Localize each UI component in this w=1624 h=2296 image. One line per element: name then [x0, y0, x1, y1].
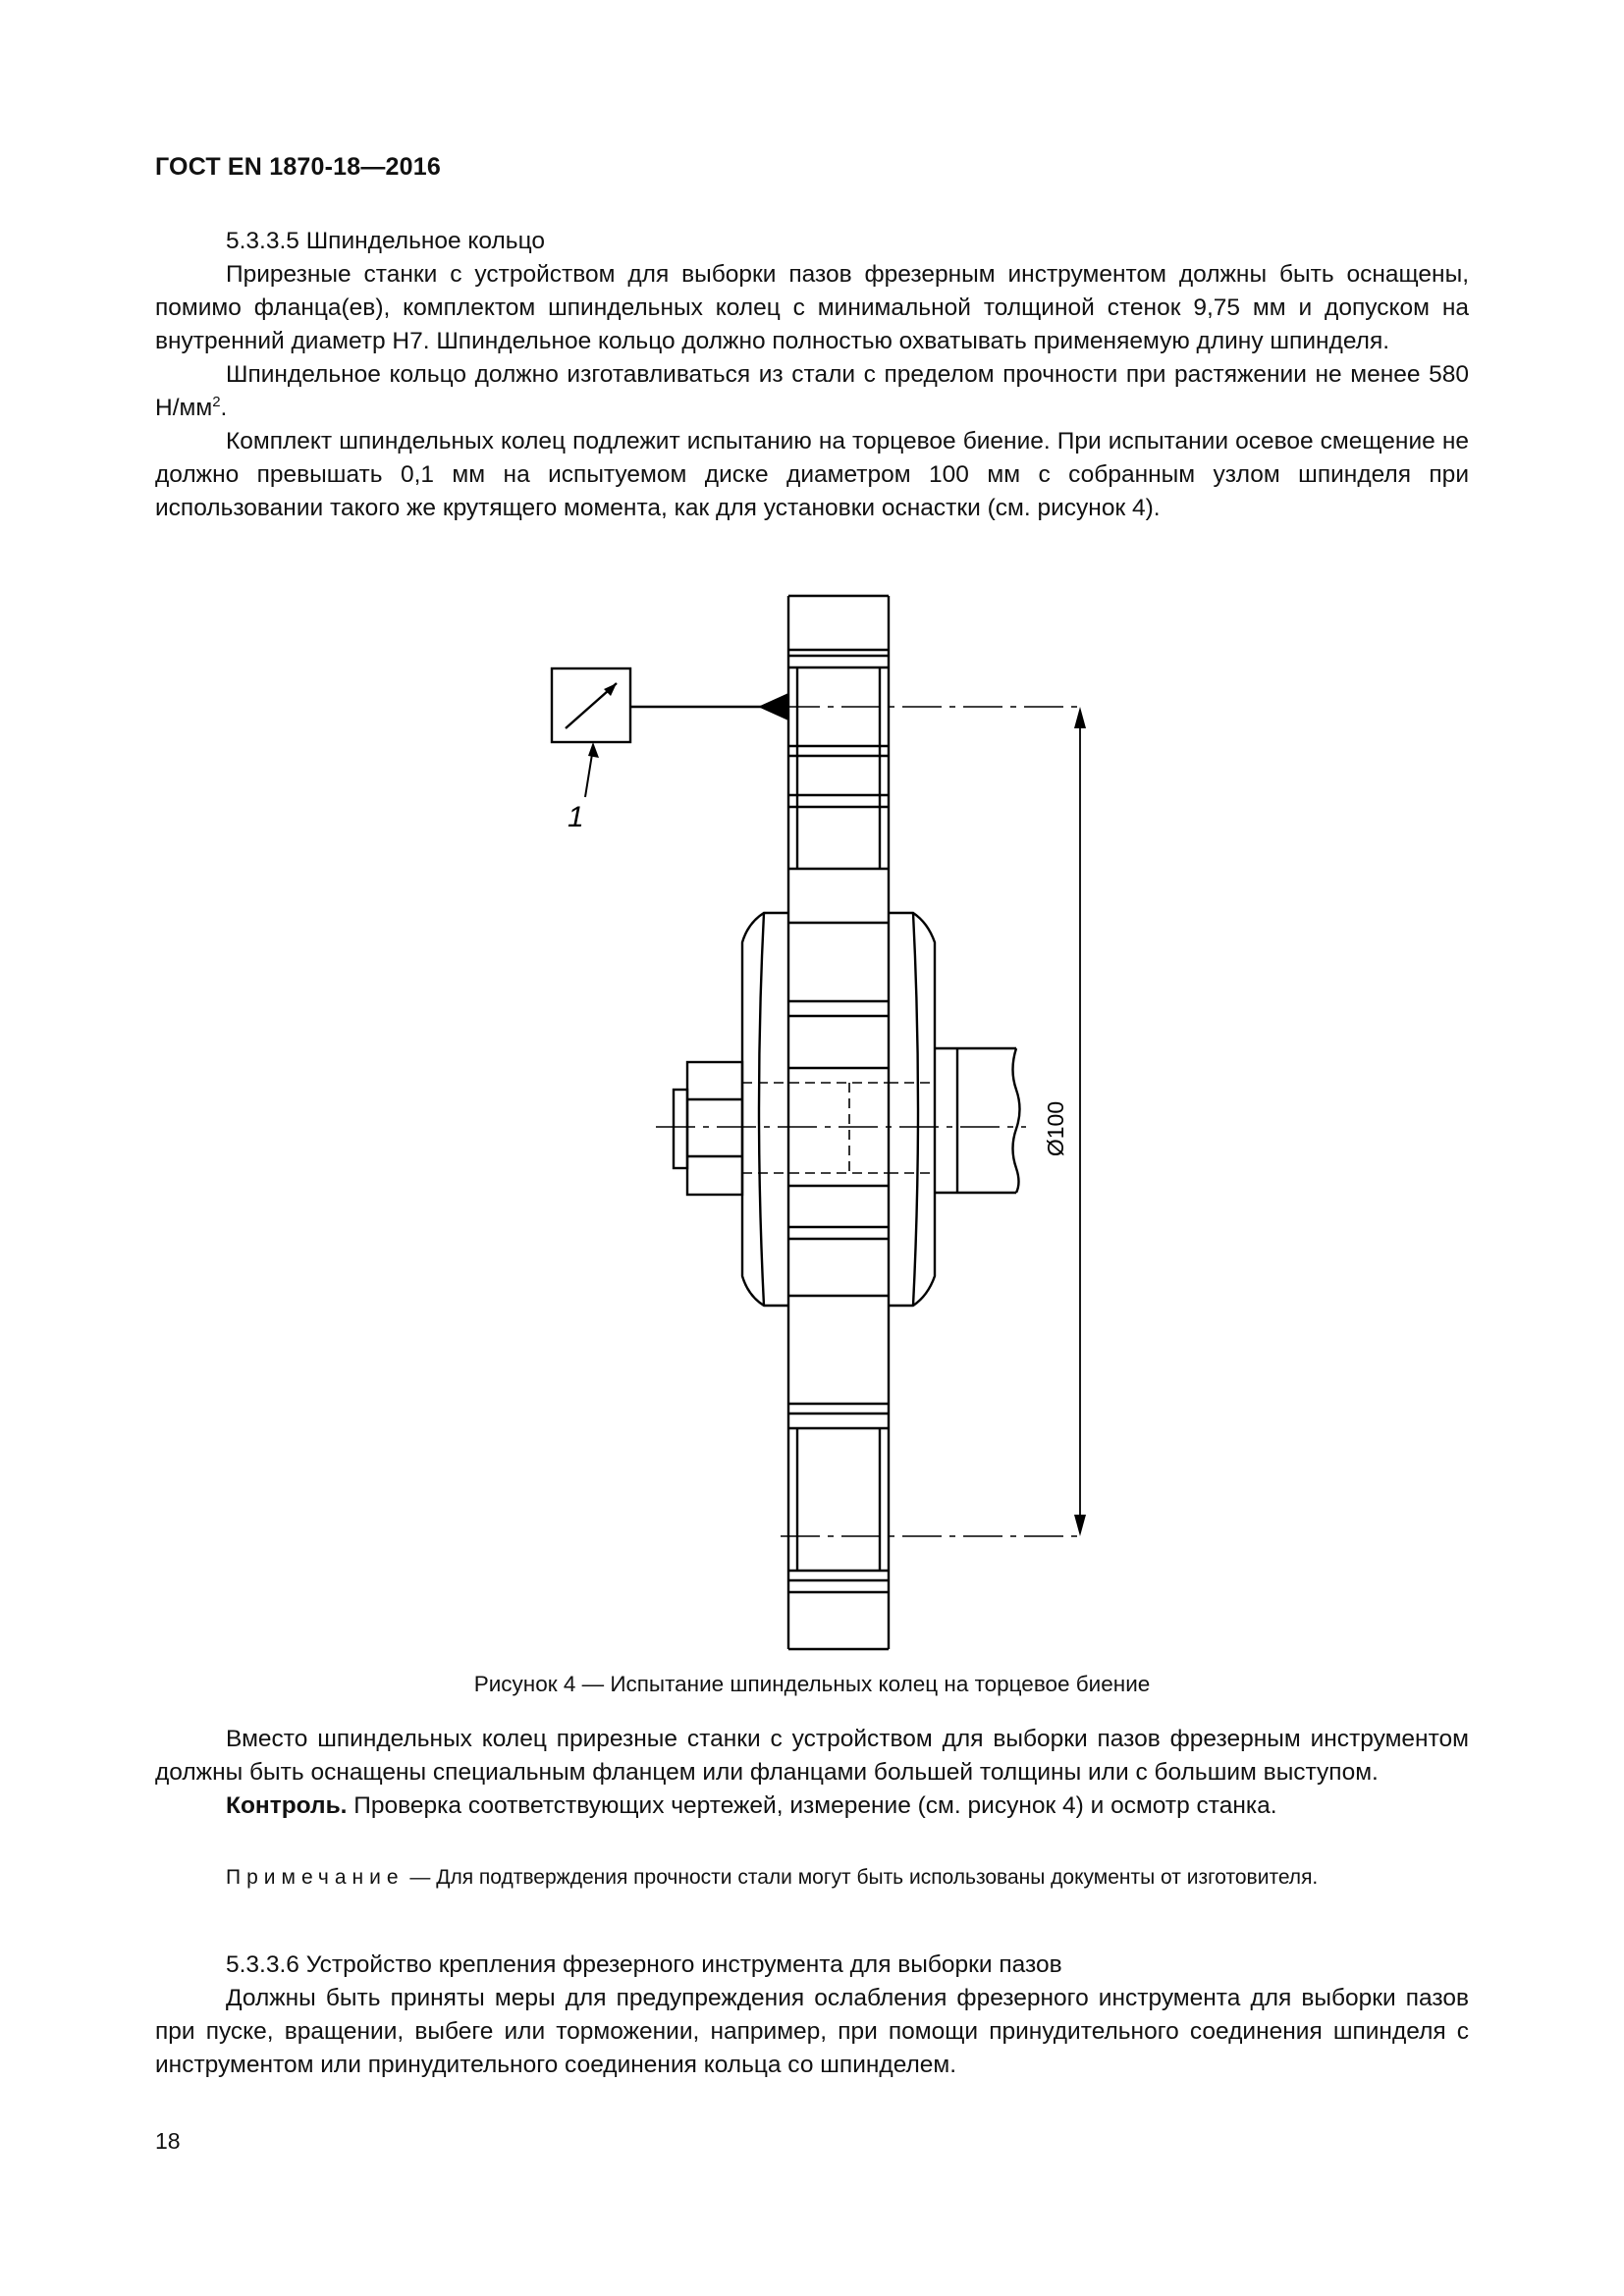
page-number: 18: [155, 2128, 181, 2154]
section-5-3-3-6: [155, 1949, 1469, 2082]
note-label: Примечание: [226, 1866, 405, 1889]
paragraph: Вместо шпиндельных колец прирезные станки с устройством для выборки пазов фрезерным инструментом должны быть оснащены специальным фланцем или фланцами большей толщины или с большим выступом.: [155, 1726, 1469, 1786]
dimension-label: Ø100: [1043, 1100, 1068, 1157]
nut: [674, 1062, 742, 1195]
document-header: ГОСТ EN 1870-18—2016: [155, 153, 441, 181]
spindle-shaft: [935, 1048, 1020, 1193]
figure-caption: Рисунок 4 — Испытание шпиндельных колец на торцевое биение: [473, 1672, 1151, 1696]
control-paragraph: [155, 1789, 1469, 1823]
control-text: Проверка соответствующих чертежей, измерение (см. рисунок 4) и осмотр станка.: [347, 1792, 1277, 1819]
section-heading: 5.3.3.6 Устройство крепления фрезерного инструмента для выборки пазов: [226, 1951, 1062, 1978]
callout-number: 1: [568, 801, 584, 833]
paragraph-text: Шпиндельное кольцо должно изготавливаться из стали с пределом прочности при растяжении не менее 580 Н/мм: [155, 361, 1469, 421]
tool-disc-lower: [788, 1306, 889, 1649]
section-heading: 5.3.3.5 Шпиндельное кольцо: [226, 228, 545, 254]
note: [155, 1862, 1469, 1894]
after-figure-text: [155, 1723, 1469, 1823]
paragraph-end: .: [220, 395, 228, 421]
spindle-ring: [788, 913, 889, 1306]
contact-point-triangle: [758, 693, 788, 721]
flange-right: [889, 913, 935, 1306]
superscript: 2: [212, 393, 221, 410]
paragraph: Должны быть приняты меры для предупреждения ослабления фрезерного инструмента для выборки пазов при пуске, вращении, выбеге или торможении, например, при помощи принудительного соединения шпинделя с инструментом или принудительного соединения кольца со шпинделем.: [155, 1985, 1469, 2078]
tool-disc-upper: [788, 596, 889, 913]
leader-arrowhead: [588, 742, 599, 758]
note-text: — Для подтверждения прочности стали могут быть использованы документы от изготовителя.: [404, 1866, 1319, 1889]
paragraph: Комплект шпиндельных колец подлежит испытанию на торцевое биение. При испытании осевое смещение не должно превышать 0,1 мм на испытуемом диске диаметром 100 мм с собранным узлом шпинделя при использовании такого же крутящего момента, как для установки оснастки (см. рисунок 4).: [155, 428, 1469, 521]
flange-left: [742, 913, 788, 1306]
dial-indicator: [552, 668, 761, 742]
control-label: Контроль.: [226, 1792, 348, 1819]
paragraph: Прирезные станки с устройством для выборки пазов фрезерным инструментом должны быть оснащены, помимо фланца(ев), комплектом шпиндельных колец с минимальной толщиной стенок 9,75 мм и допуском на внутренний диаметр Н7. Шпиндельное кольцо должно полностью охватывать применяемую длину шпинделя.: [155, 261, 1469, 354]
